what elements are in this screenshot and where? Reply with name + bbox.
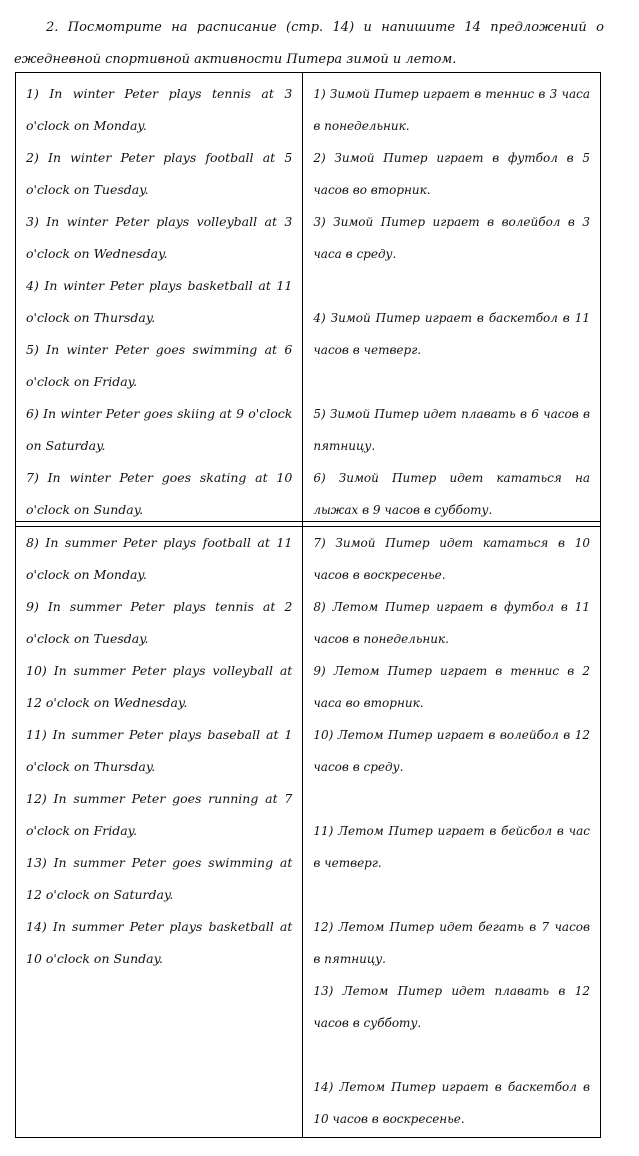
task-heading [14, 12, 604, 76]
sentence-en: 1) In winter Peter plays tennis at 3 o'clock on Monday. [26, 86, 293, 133]
sentence-ru: 9) Летом Питер играет в теннис в 2 часа во вторник. [313, 664, 590, 710]
sentence-ru: 14) Летом Питер играет в баскетбол в 10 часов в воскресенье. [313, 1080, 590, 1126]
sentence-en: 6) In winter Peter goes skiing at 9 o'clock on Saturday. [26, 406, 293, 453]
sentence-en: 3) In winter Peter plays volleyball at 3 o'clock on Wednesday. [26, 214, 293, 261]
sentence-ru: 8) Летом Питер играет в футбол в 11 часов в понедельник. [313, 600, 590, 646]
task-text: Посмотрите на расписание (стр. 14) и напишите 14 предложений о ежедневной спортивной активности Питера зимой и летом. [14, 20, 604, 67]
winter-english-cell [16, 73, 303, 527]
sentence-en: 12) In summer Peter goes running at 7 o'clock on Friday. [26, 791, 293, 838]
sentence-ru: 1) Зимой Питер играет в теннис в 3 часа в понедельник. [313, 87, 590, 133]
sentence-en: 14) In summer Peter plays basketball at 10 o'clock on Sunday. [26, 919, 293, 966]
sentence-en: 11) In summer Peter plays baseball at 1 o'clock on Thursday. [26, 727, 293, 774]
sentence-ru: 3) Зимой Питер играет в волейбол в 3 часа в среду. [313, 215, 590, 261]
sentence-en: 10) In summer Peter plays volleyball at 12 o'clock on Wednesday. [26, 663, 293, 710]
sentence-en: 5) In winter Peter goes swimming at 6 o'clock on Friday. [26, 342, 293, 389]
sentence-en: 4) In winter Peter plays basketball at 11 o'clock on Thursday. [26, 278, 293, 325]
sentence-en: 2) In winter Peter plays football at 5 o'clock on Tuesday. [26, 150, 293, 197]
summer-english-cell [16, 522, 303, 1138]
sentence-en: 9) In summer Peter plays tennis at 2 o'clock on Tuesday. [26, 599, 293, 646]
sentence-ru: 4) Зимой Питер играет в баскетбол в 11 часов в четверг. [313, 311, 590, 357]
task-number: 2. [46, 20, 59, 35]
summer-table [15, 521, 601, 1138]
winter-russian-cell [303, 73, 601, 527]
sentence-ru: 6) Зимой Питер идет кататься на лыжах в 9 часов в субботу. [313, 471, 590, 517]
summer-russian-cell [303, 522, 601, 1138]
sentence-en: 8) In summer Peter plays football at 11 o'clock on Monday. [26, 535, 293, 582]
winter-table [15, 72, 601, 527]
sentence-en: 7) In winter Peter goes skating at 10 o'clock on Sunday. [26, 470, 293, 517]
sentence-ru: 5) Зимой Питер идет плавать в 6 часов в пятницу. [313, 407, 590, 453]
sentence-ru: 7) Зимой Питер идет кататься в 10 часов в воскресенье. [313, 536, 590, 582]
sentence-ru: 11) Летом Питер играет в бейсбол в час в четверг. [313, 824, 590, 870]
sentence-ru: 13) Летом Питер идет плавать в 12 часов в субботу. [313, 984, 590, 1030]
sentence-ru: 2) Зимой Питер играет в футбол в 5 часов во вторник. [313, 151, 590, 197]
sentence-en: 13) In summer Peter goes swimming at 12 o'clock on Saturday. [26, 855, 293, 902]
sentence-ru: 10) Летом Питер играет в волейбол в 12 часов в среду. [313, 728, 590, 774]
sentence-ru: 12) Летом Питер идет бегать в 7 часов в пятницу. [313, 920, 590, 966]
